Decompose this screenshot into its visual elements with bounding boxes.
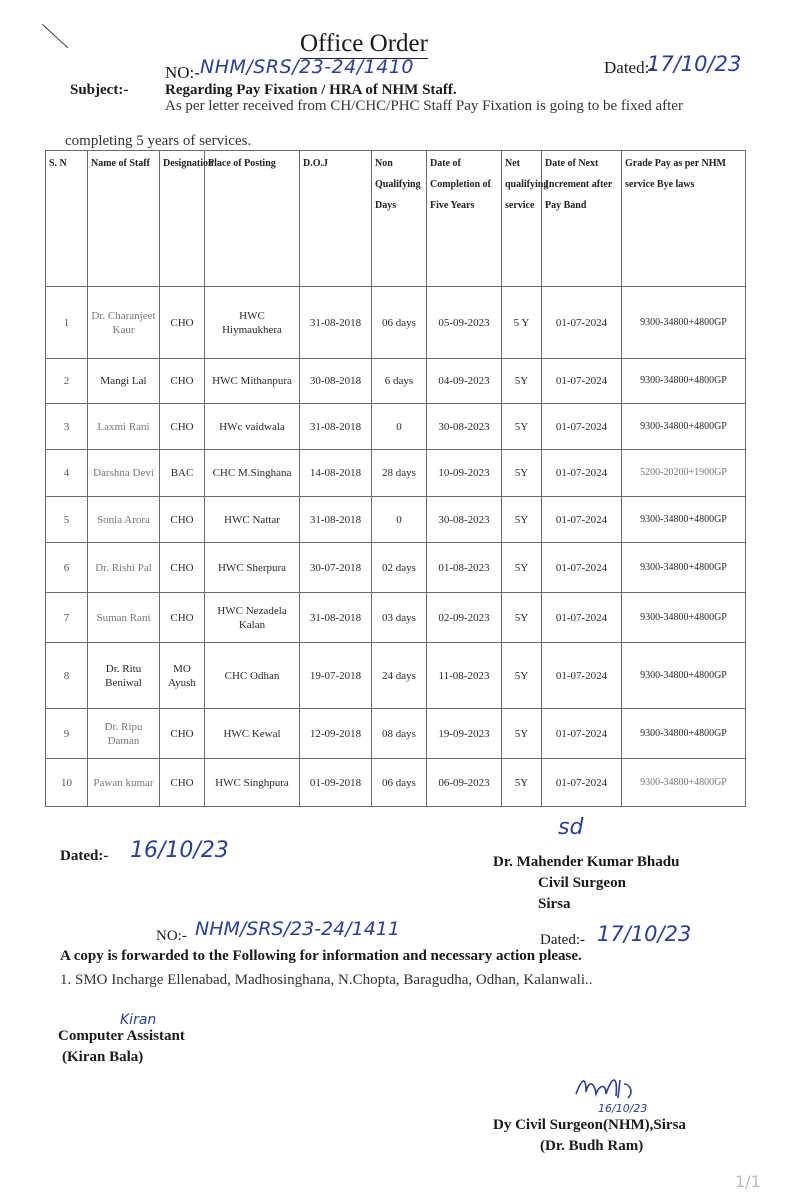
cell-non-qualifying: 6 days <box>372 359 427 404</box>
cell-doj: 30-08-2018 <box>300 359 372 404</box>
cell-sn: 10 <box>46 759 88 807</box>
cell-net-service: 5Y <box>502 497 542 543</box>
assistant-initials: Kiran <box>120 1012 157 1028</box>
cell-next-increment: 01-07-2024 <box>542 593 622 643</box>
cell-net-service: 5 Y <box>502 287 542 359</box>
cell-place: CHC Odhan <box>205 643 300 709</box>
col-header: Place of Posting <box>205 151 300 287</box>
cell-place: HWC Nattar <box>205 497 300 543</box>
cell-next-increment: 01-07-2024 <box>542 497 622 543</box>
col-header: Date of Completion of Five Years <box>427 151 502 287</box>
cell-grade-pay: 9300-34800+4800GP <box>622 359 746 404</box>
pay-fixation-table <box>45 150 746 807</box>
document-title: Office Order <box>300 30 428 57</box>
cell-sn: 7 <box>46 593 88 643</box>
cell-sn: 9 <box>46 709 88 759</box>
cell-completion: 10-09-2023 <box>427 450 502 497</box>
cell-net-service: 5Y <box>502 450 542 497</box>
table-row <box>46 404 746 450</box>
signatory-name: Dr. Mahender Kumar Bhadu <box>493 854 680 870</box>
cell-next-increment: 01-07-2024 <box>542 404 622 450</box>
civil-surgeon-signature-block <box>493 852 679 915</box>
cell-net-service: 5Y <box>502 543 542 593</box>
cell-doj: 31-08-2018 <box>300 497 372 543</box>
cell-doj: 14-08-2018 <box>300 450 372 497</box>
order-number-value: NHM/SRS/23-24/1410 <box>200 56 414 78</box>
cell-designation: MO Ayush <box>160 643 205 709</box>
cell-place: HWc vaidwala <box>205 404 300 450</box>
cell-designation: BAC <box>160 450 205 497</box>
cell-name: Suman Rani <box>88 593 160 643</box>
col-header: S. N <box>46 151 88 287</box>
cell-name: Pawan kumar <box>88 759 160 807</box>
cell-grade-pay: 9300-34800+4800GP <box>622 497 746 543</box>
cell-net-service: 5Y <box>502 759 542 807</box>
cell-sn: 4 <box>46 450 88 497</box>
intro-line-1: As per letter received from CH/CHC/PHC Staff Pay Fixation is going to be fixed after <box>165 98 683 114</box>
cell-doj: 31-08-2018 <box>300 287 372 359</box>
cell-grade-pay: 9300-34800+4800GP <box>622 287 746 359</box>
order-date-label: Dated:- <box>604 58 655 77</box>
cell-sn: 8 <box>46 643 88 709</box>
cell-place: HWC Mithanpura <box>205 359 300 404</box>
col-header: Name of Staff <box>88 151 160 287</box>
cell-grade-pay: 9300-34800+4800GP <box>622 404 746 450</box>
cell-net-service: 5Y <box>502 709 542 759</box>
cell-net-service: 5Y <box>502 404 542 450</box>
cell-non-qualifying: 06 days <box>372 287 427 359</box>
cell-non-qualifying: 28 days <box>372 450 427 497</box>
cell-place: HWC Kewal <box>205 709 300 759</box>
cell-grade-pay: 9300-34800+4800GP <box>622 643 746 709</box>
cell-completion: 11-08-2023 <box>427 643 502 709</box>
cell-next-increment: 01-07-2024 <box>542 709 622 759</box>
intro-line-2: completing 5 years of services. <box>65 133 252 149</box>
pen-mark-icon <box>40 22 80 52</box>
cell-designation: CHO <box>160 759 205 807</box>
cell-grade-pay: 9300-34800+4800GP <box>622 543 746 593</box>
assistant-role: Computer Assistant <box>58 1028 185 1044</box>
cell-next-increment: 01-07-2024 <box>542 450 622 497</box>
assistant-name: (Kiran Bala) <box>62 1049 144 1065</box>
cell-designation: CHO <box>160 593 205 643</box>
cell-doj: 31-08-2018 <box>300 593 372 643</box>
col-header: D.O.J <box>300 151 372 287</box>
subject-text: Regarding Pay Fixation / HRA of NHM Staff. <box>165 82 457 98</box>
cell-grade-pay: 9300-34800+4800GP <box>622 593 746 643</box>
cell-completion: 19-09-2023 <box>427 709 502 759</box>
table-row <box>46 643 746 709</box>
cell-next-increment: 01-07-2024 <box>542 543 622 593</box>
cell-designation: CHO <box>160 709 205 759</box>
cell-non-qualifying: 0 <box>372 404 427 450</box>
cell-place: HWC Nezadela Kalan <box>205 593 300 643</box>
cell-next-increment: 01-07-2024 <box>542 643 622 709</box>
cell-completion: 02-09-2023 <box>427 593 502 643</box>
cell-doj: 19-07-2018 <box>300 643 372 709</box>
cell-name: Sonia Arora <box>88 497 160 543</box>
signature-scribble-icon <box>572 1072 642 1104</box>
copy-number-value: NHM/SRS/23-24/1411 <box>195 918 400 940</box>
table-header-row <box>46 151 746 287</box>
signature-sd: sd <box>558 815 584 840</box>
issue-date-label: Dated:- <box>60 848 109 864</box>
recipient-list-item: 1. SMO Incharge Ellenabad, Madhosinghana, N.Chopta, Baragudha, Odhan, Kalanwali.. <box>60 972 593 988</box>
cell-completion: 30-08-2023 <box>427 497 502 543</box>
cell-name: Dr. Charanjeet Kaur <box>88 287 160 359</box>
table-row <box>46 543 746 593</box>
table-row <box>46 497 746 543</box>
issue-date-value: 16/10/23 <box>130 838 229 863</box>
cell-doj: 31-08-2018 <box>300 404 372 450</box>
cell-non-qualifying: 08 days <box>372 709 427 759</box>
table-row <box>46 450 746 497</box>
cell-place: HWC Singhpura <box>205 759 300 807</box>
cell-doj: 01-09-2018 <box>300 759 372 807</box>
cell-sn: 1 <box>46 287 88 359</box>
sign-date: 16/10/23 <box>598 1102 648 1115</box>
cell-completion: 05-09-2023 <box>427 287 502 359</box>
cell-completion: 04-09-2023 <box>427 359 502 404</box>
cell-name: Laxmi Rani <box>88 404 160 450</box>
cell-completion: 30-08-2023 <box>427 404 502 450</box>
copy-number-label: NO:- <box>156 928 187 944</box>
col-header: Net qualifying service <box>502 151 542 287</box>
cell-grade-pay: 9300-34800+4800GP <box>622 759 746 807</box>
signatory-place: Sirsa <box>538 896 571 912</box>
cell-next-increment: 01-07-2024 <box>542 359 622 404</box>
cell-place: HWC Hiymaukhera <box>205 287 300 359</box>
forward-text: A copy is forwarded to the Following for information and necessary action please. <box>60 948 582 964</box>
cell-designation: CHO <box>160 287 205 359</box>
table-row <box>46 709 746 759</box>
cell-place: HWC Sherpura <box>205 543 300 593</box>
cell-grade-pay: 9300-34800+4800GP <box>622 709 746 759</box>
cell-name: Dr. Rishi Pal <box>88 543 160 593</box>
cell-designation: CHO <box>160 404 205 450</box>
subject-label: Subject:- <box>70 82 129 98</box>
col-header: Designation <box>160 151 205 287</box>
cell-doj: 30-07-2018 <box>300 543 372 593</box>
copy-date-value: 17/10/23 <box>597 922 692 946</box>
page-indicator: 1/1 <box>735 1172 761 1191</box>
col-header: Non Qualifying Days <box>372 151 427 287</box>
dy-civil-surgeon-role: Dy Civil Surgeon(NHM),Sirsa <box>493 1117 686 1133</box>
cell-non-qualifying: 03 days <box>372 593 427 643</box>
cell-designation: CHO <box>160 497 205 543</box>
cell-non-qualifying: 24 days <box>372 643 427 709</box>
cell-sn: 5 <box>46 497 88 543</box>
cell-name: Mangi Lal <box>88 359 160 404</box>
cell-non-qualifying: 02 days <box>372 543 427 593</box>
order-number-label: NO:- <box>165 63 200 82</box>
cell-doj: 12-09-2018 <box>300 709 372 759</box>
col-header: Date of Next Increment after Pay Band <box>542 151 622 287</box>
signatory-title: Civil Surgeon <box>538 875 626 891</box>
table-row <box>46 287 746 359</box>
order-date-value: 17/10/23 <box>647 52 742 76</box>
copy-date-label: Dated:- <box>540 932 585 948</box>
table-row <box>46 593 746 643</box>
table-row <box>46 359 746 404</box>
cell-name: Dr. Ripu Daman <box>88 709 160 759</box>
cell-next-increment: 01-07-2024 <box>542 759 622 807</box>
cell-designation: CHO <box>160 543 205 593</box>
cell-next-increment: 01-07-2024 <box>542 287 622 359</box>
cell-completion: 01-08-2023 <box>427 543 502 593</box>
cell-completion: 06-09-2023 <box>427 759 502 807</box>
cell-non-qualifying: 06 days <box>372 759 427 807</box>
cell-net-service: 5Y <box>502 593 542 643</box>
cell-non-qualifying: 0 <box>372 497 427 543</box>
cell-net-service: 5Y <box>502 643 542 709</box>
cell-sn: 2 <box>46 359 88 404</box>
dy-civil-surgeon-name: (Dr. Budh Ram) <box>540 1138 644 1154</box>
cell-name: Darshna Devi <box>88 450 160 497</box>
cell-sn: 3 <box>46 404 88 450</box>
cell-net-service: 5Y <box>502 359 542 404</box>
cell-grade-pay: 5200-20200+1900GP <box>622 450 746 497</box>
table-row <box>46 759 746 807</box>
cell-name: Dr. Ritu Beniwal <box>88 643 160 709</box>
cell-place: CHC M.Singhana <box>205 450 300 497</box>
cell-designation: CHO <box>160 359 205 404</box>
cell-sn: 6 <box>46 543 88 593</box>
col-header: Grade Pay as per NHM service Bye laws <box>622 151 746 287</box>
